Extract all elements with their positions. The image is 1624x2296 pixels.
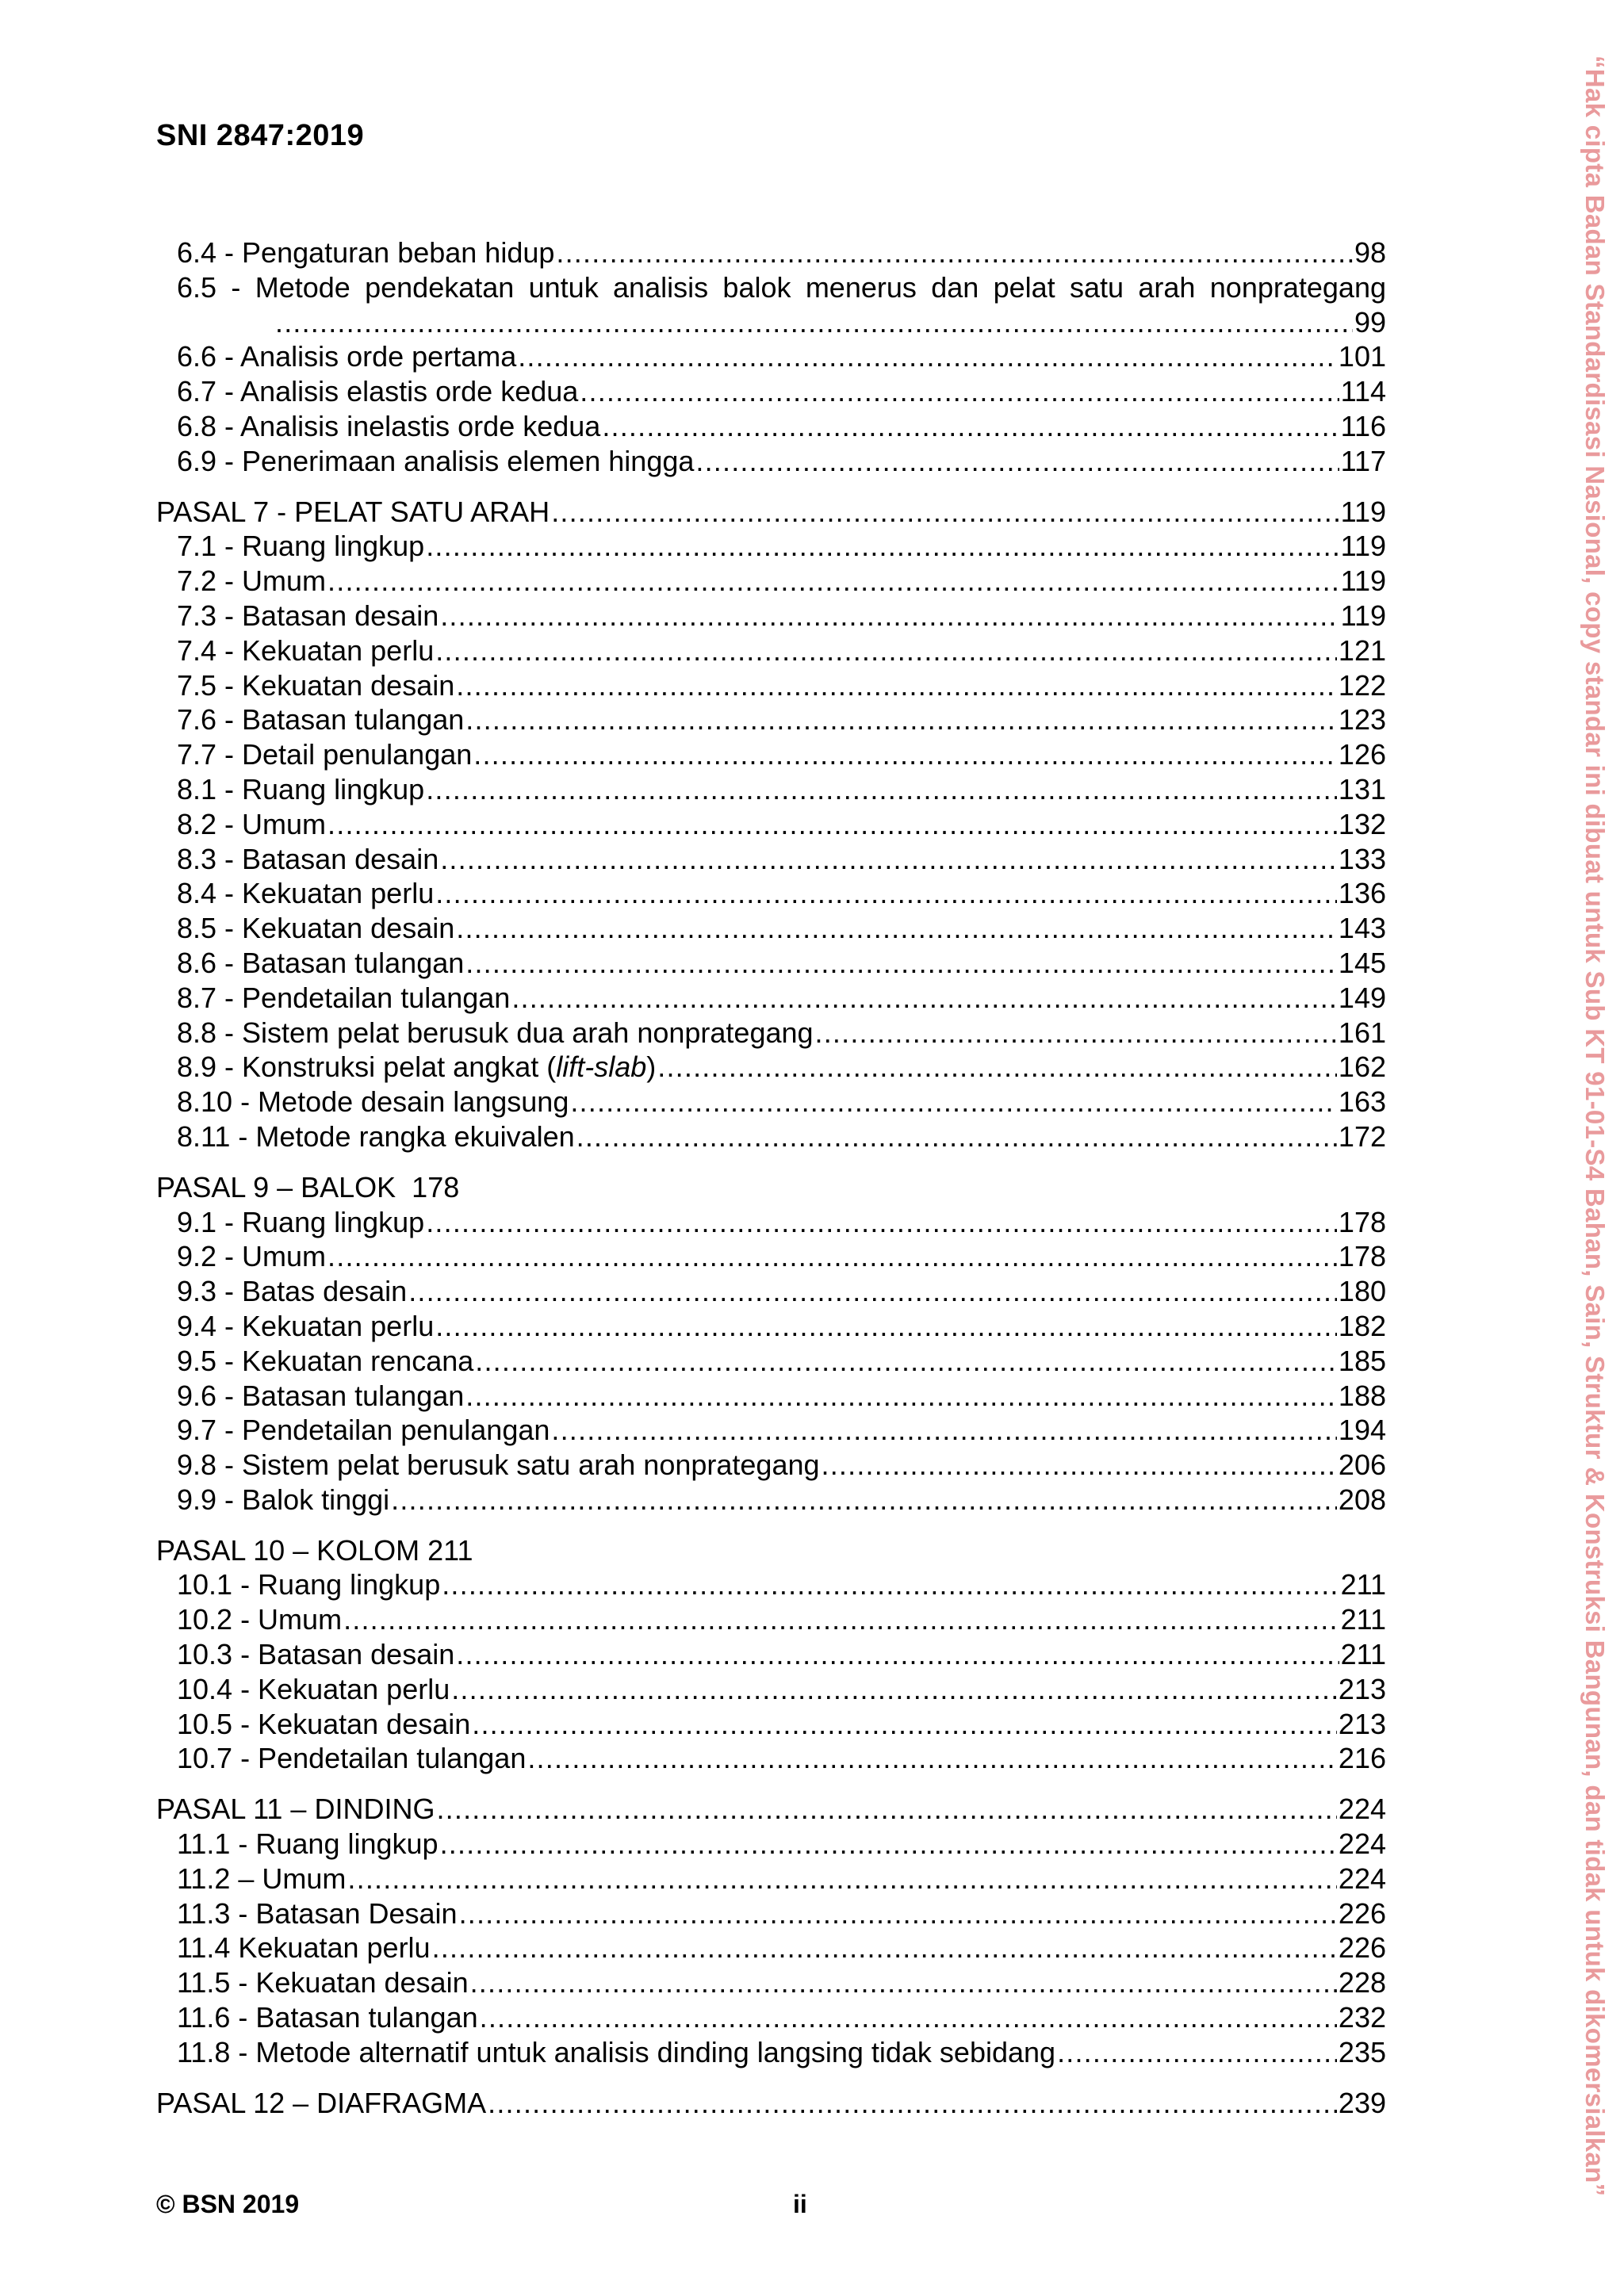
- toc-entry[interactable]: [156, 235, 1386, 270]
- leader-dots: [426, 1205, 1337, 1240]
- leader-dots: [472, 1707, 1337, 1742]
- copyright-watermark: “Hak cipta Badan Standardisasi Nasional, copy standar ini dibuat untuk Sub KT 91-01-S4 Bahan, Sain, Struktur & Konstruksi Bangunan, dan tidak untuk dikomersialkan”: [1580, 55, 1610, 2197]
- toc-entry-page: 163: [1338, 1085, 1386, 1119]
- toc-entry-title: 9.9 - Balok tinggi: [177, 1483, 390, 1516]
- toc-entry-page: 119: [1340, 495, 1386, 528]
- toc-entry-continuation[interactable]: [156, 305, 1386, 340]
- toc-entry-page: 211: [1340, 1603, 1386, 1636]
- toc-entry-page: 122: [1338, 668, 1386, 702]
- leader-dots: [465, 702, 1337, 737]
- toc-entry-title: 9.8 - Sistem pelat berusuk satu arah nonprategang: [177, 1448, 820, 1482]
- toc-entry-title: 11.6 - Batasan tulangan: [177, 2001, 478, 2034]
- leader-dots: [1057, 2035, 1337, 2070]
- toc-entry-page: 235: [1338, 2035, 1386, 2068]
- toc-chapter-title: PASAL 7 - PELAT SATU ARAH: [156, 495, 550, 528]
- toc-entry[interactable]: [156, 1965, 1386, 2000]
- toc-entry-page: 101: [1338, 340, 1386, 373]
- toc-entry[interactable]: [156, 1119, 1386, 1154]
- toc-word: pendekatan: [365, 270, 515, 304]
- toc-entry[interactable]: [156, 599, 1386, 633]
- leader-dots: [602, 409, 1339, 444]
- toc-entry[interactable]: [156, 1379, 1386, 1414]
- toc-entry-title: 9.4 - Kekuatan perlu: [177, 1309, 435, 1342]
- toc-entry-title: [177, 1050, 656, 1085]
- toc-entry-page: 116: [1340, 409, 1386, 442]
- toc-entry-title: 8.11 - Metode rangka ekuivalen: [177, 1119, 575, 1153]
- toc-chapter-title: PASAL 12 – DIAFRAGMA: [156, 2086, 487, 2119]
- toc-entry-page: 224: [1338, 1827, 1386, 1861]
- document-code: SNI 2847:2019: [156, 119, 365, 152]
- toc-entry-page: 211: [1340, 1638, 1386, 1671]
- leader-dots: [480, 2000, 1337, 2035]
- toc-entry-title: 10.2 - Umum: [177, 1603, 343, 1636]
- toc-entry-title: 9.3 - Batas desain: [177, 1275, 408, 1308]
- toc-entry-title: 7.5 - Kekuatan desain: [177, 668, 455, 702]
- leader-dots: [459, 1896, 1337, 1931]
- toc-entry[interactable]: [156, 1344, 1386, 1379]
- toc-entry[interactable]: [156, 1672, 1386, 1707]
- leader-dots: [518, 339, 1337, 374]
- leader-dots: [451, 1672, 1337, 1707]
- toc-entry[interactable]: [156, 1413, 1386, 1448]
- toc-entry-title: 7.6 - Batasan tulangan: [177, 703, 465, 737]
- leader-dots: [657, 1050, 1337, 1085]
- toc-entry[interactable]: [156, 1896, 1386, 1931]
- toc-chapter-entry[interactable]: [156, 2086, 1386, 2121]
- toc-word: dan: [931, 270, 979, 304]
- toc-chapter-entry[interactable]: [156, 1792, 1386, 1827]
- toc-entry-page: 213: [1338, 1672, 1386, 1705]
- leader-dots: [473, 737, 1337, 772]
- leader-dots: [456, 668, 1337, 703]
- toc-word: 6.5: [177, 270, 217, 304]
- toc-entry[interactable]: [156, 668, 1386, 703]
- toc-entry-title: 6.8 - Analisis inelastis orde kedua: [177, 409, 601, 442]
- toc-entry-page: 149: [1338, 981, 1386, 1014]
- toc-entry-title: 9.2 - Umum: [177, 1240, 327, 1273]
- toc-word: -: [231, 270, 241, 304]
- leader-dots: [488, 2086, 1337, 2121]
- footer-page-number: ii: [793, 2190, 807, 2218]
- leader-dots: [327, 807, 1337, 842]
- toc-word: balok: [722, 270, 791, 304]
- toc-entry-page: 123: [1338, 703, 1386, 737]
- toc-entry[interactable]: [156, 1862, 1386, 1896]
- toc-entry-page: 216: [1338, 1742, 1386, 1775]
- leader-dots: [470, 1965, 1337, 2000]
- toc-word: analisis: [613, 270, 709, 304]
- toc-chapter-title: PASAL 10 – KOLOM 211: [156, 1533, 473, 1567]
- toc-entry-page: 224: [1338, 1862, 1386, 1895]
- toc-word: nonprategang: [1209, 270, 1386, 304]
- toc-word: menerus: [805, 270, 917, 304]
- toc-entry-title: 6.7 - Analisis elastis orde kedua: [177, 375, 579, 408]
- leader-dots: [465, 1379, 1337, 1414]
- toc-entry-title: 8.5 - Kekuatan desain: [177, 912, 455, 945]
- toc-entry[interactable]: [156, 842, 1386, 877]
- toc-entry-page: 133: [1338, 842, 1386, 875]
- toc-entry[interactable]: [156, 1741, 1386, 1776]
- toc-entry-title: 6.6 - Analisis orde pertama: [177, 340, 517, 373]
- leader-dots: [435, 876, 1337, 911]
- toc-entry-page: 208: [1338, 1483, 1386, 1516]
- table-of-contents: [156, 235, 1386, 2120]
- leader-dots: [327, 564, 1339, 599]
- leader-dots: [436, 1792, 1336, 1827]
- toc-entry-title: 10.4 - Kekuatan perlu: [177, 1672, 450, 1705]
- leader-dots: [435, 633, 1337, 668]
- leader-dots: [527, 1741, 1337, 1776]
- toc-entry[interactable]: [156, 1637, 1386, 1672]
- toc-entry-page: 226: [1338, 1931, 1386, 1965]
- toc-entry[interactable]: [156, 737, 1386, 772]
- toc-entry[interactable]: [156, 2035, 1386, 2070]
- toc-entry-title: 8.8 - Sistem pelat berusuk dua arah nonprategang: [177, 1016, 814, 1049]
- toc-entry-title: 11.8 - Metode alternatif untuk analisis dinding langsing tidak sebidang: [177, 2035, 1056, 2068]
- toc-entry[interactable]: [156, 2000, 1386, 2035]
- toc-entry[interactable]: [156, 702, 1386, 737]
- leader-dots: [456, 911, 1337, 946]
- footer-copyright: © BSN 2019: [156, 2190, 300, 2218]
- leader-dots: [475, 1344, 1337, 1379]
- toc-entry-page: 194: [1338, 1414, 1386, 1447]
- toc-entry[interactable]: [156, 1448, 1386, 1483]
- leader-dots: [347, 1862, 1337, 1896]
- leader-dots: [440, 1827, 1337, 1862]
- toc-entry-title: 11.3 - Batasan Desain: [177, 1896, 458, 1930]
- leader-dots: [576, 1119, 1337, 1154]
- toc-entry-page: 162: [1338, 1050, 1386, 1084]
- toc-entry-page: 131: [1338, 772, 1386, 806]
- toc-entry-title: 11.5 - Kekuatan desain: [177, 1966, 469, 1999]
- toc-entry-title: 8.1 - Ruang lingkup: [177, 772, 425, 806]
- toc-entry[interactable]: [156, 1205, 1386, 1240]
- leader-dots: [440, 842, 1337, 877]
- toc-entry-title: 10.1 - Ruang lingkup: [177, 1568, 441, 1601]
- toc-chapter-title: PASAL 9 – BALOK 178: [156, 1170, 460, 1203]
- leader-dots: [327, 1239, 1337, 1274]
- toc-entry-title: 11.4 Kekuatan perlu: [177, 1931, 431, 1965]
- leader-dots: [556, 235, 1353, 270]
- leader-dots: [426, 529, 1339, 564]
- toc-chapter-title: PASAL 11 – DINDING: [156, 1793, 435, 1826]
- toc-entry-page: 99: [1354, 305, 1386, 339]
- toc-entry-page: 178: [1338, 1240, 1386, 1273]
- toc-title-part: ): [646, 1050, 657, 1084]
- leader-dots: [822, 1448, 1337, 1483]
- toc-entry-page: 119: [1340, 564, 1386, 598]
- toc-word: pelat: [993, 270, 1055, 304]
- toc-entry[interactable]: [156, 339, 1386, 374]
- leader-dots: [551, 1413, 1337, 1448]
- toc-word: Metode: [255, 270, 350, 304]
- toc-entry-title: 9.5 - Kekuatan rencana: [177, 1344, 474, 1377]
- toc-entry-page: 213: [1338, 1707, 1386, 1740]
- leader-dots: [815, 1016, 1337, 1050]
- toc-entry-title: 9.7 - Pendetailan penulangan: [177, 1414, 550, 1447]
- toc-entry-title: 8.2 - Umum: [177, 807, 327, 840]
- toc-entry-page: 143: [1338, 912, 1386, 945]
- toc-entry-page: 136: [1338, 877, 1386, 910]
- toc-entry-page: 161: [1338, 1016, 1386, 1049]
- leader-dots: [442, 1567, 1339, 1602]
- leader-dots: [695, 444, 1339, 479]
- toc-entry-title: 10.7 - Pendetailan tulangan: [177, 1742, 527, 1775]
- toc-entry[interactable]: [156, 1239, 1386, 1274]
- toc-entry[interactable]: [156, 1016, 1386, 1050]
- toc-entry[interactable]: [156, 1707, 1386, 1742]
- toc-entry[interactable]: [156, 911, 1386, 946]
- leader-dots: [570, 1085, 1337, 1119]
- toc-entry-wrapped-title[interactable]: [156, 270, 1386, 305]
- toc-entry-title: 9.1 - Ruang lingkup: [177, 1205, 425, 1238]
- toc-entry-page: 114: [1340, 375, 1386, 408]
- toc-entry-title: 8.7 - Pendetailan tulangan: [177, 981, 511, 1014]
- toc-title-part: 8.9 - Konstruksi pelat angkat (: [177, 1050, 557, 1084]
- toc-entry-title: 11.2 – Umum: [177, 1862, 347, 1895]
- toc-entry-title: 7.4 - Kekuatan perlu: [177, 633, 435, 667]
- toc-entry[interactable]: [156, 1050, 1386, 1085]
- toc-entry[interactable]: [156, 444, 1386, 479]
- leader-dots: [432, 1931, 1337, 1965]
- toc-entry[interactable]: [156, 1567, 1386, 1602]
- toc-entry[interactable]: [156, 374, 1386, 409]
- toc-entry-page: 239: [1338, 2086, 1386, 2119]
- toc-word: arah: [1138, 270, 1196, 304]
- toc-entry-page: 126: [1338, 738, 1386, 771]
- leader-dots: [465, 946, 1337, 981]
- toc-entry[interactable]: [156, 807, 1386, 842]
- toc-entry-title: 10.5 - Kekuatan desain: [177, 1707, 471, 1740]
- toc-entry[interactable]: [156, 1309, 1386, 1344]
- toc-title-italic: lift-slab: [556, 1050, 647, 1084]
- leader-dots: [440, 599, 1339, 633]
- toc-entry-page: 121: [1338, 633, 1386, 667]
- toc-entry[interactable]: [156, 633, 1386, 668]
- toc-entry-page: 178: [1338, 1205, 1386, 1238]
- toc-entry[interactable]: [156, 409, 1386, 444]
- toc-entry-title: 7.1 - Ruang lingkup: [177, 530, 425, 563]
- toc-entry-title: 7.3 - Batasan desain: [177, 599, 439, 632]
- toc-entry[interactable]: [156, 946, 1386, 981]
- toc-entry-title: 8.4 - Kekuatan perlu: [177, 877, 435, 910]
- toc-entry-page: 182: [1338, 1309, 1386, 1342]
- toc-entry-title: 7.7 - Detail penulangan: [177, 738, 473, 771]
- toc-entry-title: 6.9 - Penerimaan analisis elemen hingga: [177, 444, 695, 477]
- toc-entry-title: 7.2 - Umum: [177, 564, 327, 598]
- leader-dots: [343, 1602, 1339, 1637]
- leader-dots: [426, 772, 1337, 807]
- toc-chapter-entry[interactable]: [156, 1170, 1386, 1205]
- toc-entry-page: 224: [1338, 1793, 1386, 1826]
- toc-entry-page: 119: [1340, 599, 1386, 632]
- toc-entry-page: 232: [1338, 2001, 1386, 2034]
- toc-entry-page: 98: [1354, 236, 1386, 269]
- toc-entry[interactable]: [156, 564, 1386, 599]
- toc-word: untuk: [528, 270, 599, 304]
- toc-entry-title: 11.1 - Ruang lingkup: [177, 1827, 439, 1861]
- toc-entry-title: 6.4 - Pengaturan beban hidup: [177, 236, 555, 269]
- toc-entry[interactable]: [156, 1827, 1386, 1862]
- toc-entry[interactable]: [156, 876, 1386, 911]
- toc-entry-title: 8.6 - Batasan tulangan: [177, 946, 465, 979]
- toc-entry-page: 226: [1338, 1896, 1386, 1930]
- toc-entry-title: 8.10 - Metode desain langsung: [177, 1085, 569, 1119]
- toc-entry-title: 9.6 - Batasan tulangan: [177, 1379, 465, 1412]
- toc-entry-page: 211: [1340, 1568, 1386, 1601]
- toc-entry-title: 10.3 - Batasan desain: [177, 1638, 455, 1671]
- toc-entry-page: 180: [1338, 1275, 1386, 1308]
- toc-entry-title: 8.3 - Batasan desain: [177, 842, 439, 875]
- leader-dots: [408, 1274, 1337, 1309]
- toc-entry-page: 172: [1338, 1119, 1386, 1153]
- toc-entry-page: 132: [1338, 807, 1386, 840]
- toc-entry[interactable]: [156, 1274, 1386, 1309]
- toc-chapter-entry[interactable]: [156, 495, 1386, 530]
- toc-entry[interactable]: [156, 1483, 1386, 1517]
- toc-entry-page: 145: [1338, 946, 1386, 979]
- toc-entry-page: 185: [1338, 1344, 1386, 1377]
- toc-entry-page: 117: [1340, 444, 1386, 477]
- leader-dots: [456, 1637, 1339, 1672]
- leader-dots: [275, 305, 1353, 340]
- toc-entry-page: 228: [1338, 1966, 1386, 1999]
- toc-entry[interactable]: [156, 1602, 1386, 1637]
- toc-entry[interactable]: [156, 1085, 1386, 1119]
- toc-entry-page: 206: [1338, 1448, 1386, 1482]
- toc-word: satu: [1070, 270, 1124, 304]
- toc-entry[interactable]: [156, 529, 1386, 564]
- toc-chapter-entry[interactable]: [156, 1533, 1386, 1568]
- toc-entry[interactable]: [156, 981, 1386, 1016]
- toc-entry[interactable]: [156, 772, 1386, 807]
- leader-dots: [511, 981, 1337, 1016]
- leader-dots: [435, 1309, 1337, 1344]
- toc-entry[interactable]: [156, 1931, 1386, 1965]
- leader-dots: [391, 1483, 1337, 1517]
- toc-entry-page: 119: [1340, 530, 1386, 563]
- toc-entry-page: 188: [1338, 1379, 1386, 1412]
- leader-dots: [551, 495, 1339, 530]
- leader-dots: [580, 374, 1339, 409]
